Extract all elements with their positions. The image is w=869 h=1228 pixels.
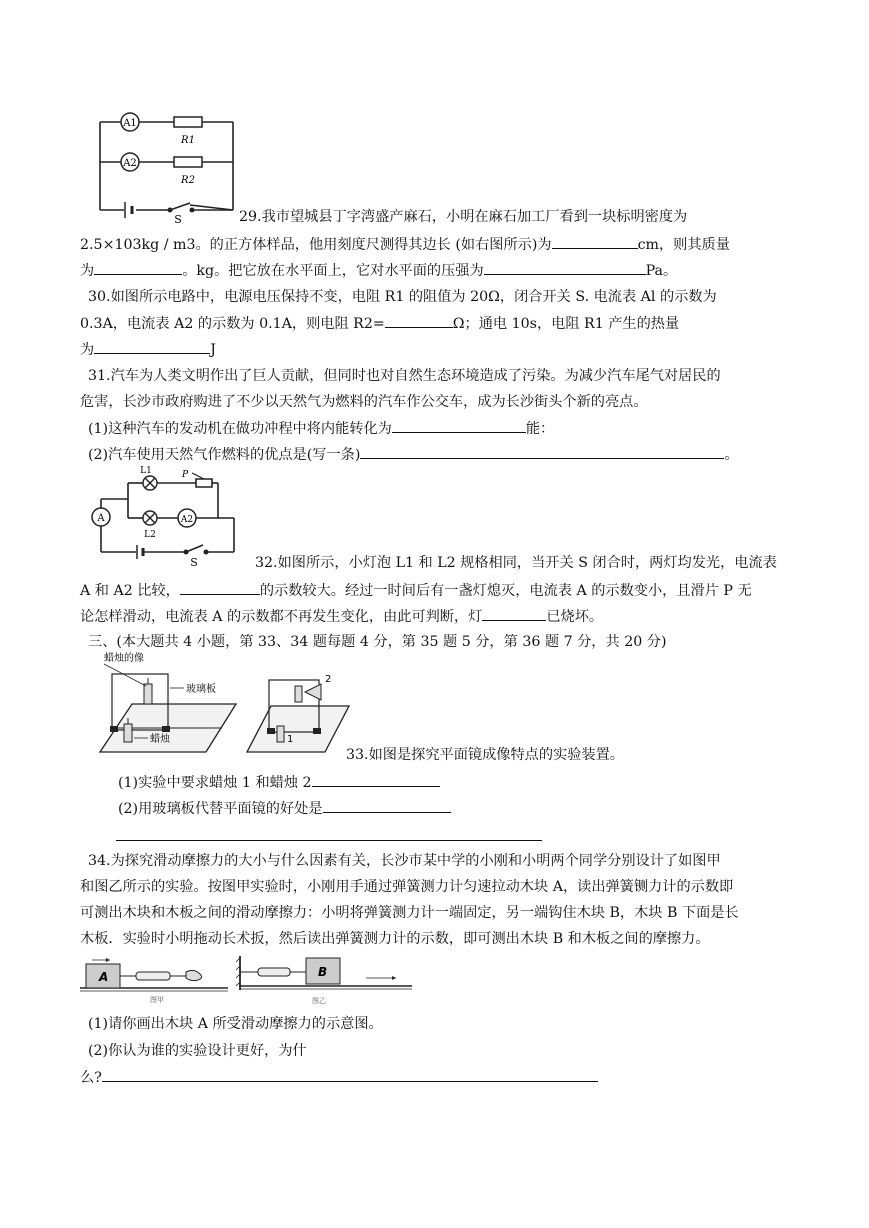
label-candle-2: 2 (325, 674, 332, 685)
ammeter-a1-label: A1 (123, 118, 137, 129)
candle-image-icon (144, 684, 152, 704)
answer-blank-q29-length[interactable] (552, 234, 638, 249)
q34-text-2: 和图乙所示的实验。按图甲实验时，小刚用手通过弹簧测力计匀速拉动木块 A，读出弹簧铡力计的示数即 (80, 879, 734, 895)
q32-text-2a: A 和 A2 比较， (80, 583, 180, 599)
q29-line-2 (80, 234, 730, 255)
circuit-diagram-lamps (88, 465, 248, 570)
lamp-l2-icon (143, 511, 157, 525)
answer-blank-q30-r2[interactable] (385, 313, 453, 328)
q30-text-2b: Ω；通电 10s，电阻 R1 产生的热量 (452, 316, 680, 332)
q34-sub2b-text: 么? (80, 1070, 102, 1086)
slider-p-label: P (181, 470, 189, 480)
answer-blank-q32-lamp[interactable] (482, 606, 546, 621)
q31-line-2 (80, 392, 648, 412)
q31-sub2-text-a: (2)汽车使用天然气作燃料的优点是(写一条) (88, 447, 361, 463)
answer-blank-q31-energy[interactable] (392, 418, 526, 433)
q32-line-3 (80, 606, 603, 627)
resistor-r1-label: R1 (181, 135, 195, 146)
candle-1-icon (277, 726, 284, 742)
lamp-l1-label: L1 (140, 466, 152, 476)
q32-text-2b: 的示数较大。经过一时间后有一盏灯熄灭，电流表 A 的示数变小，且滑片 P 无 (259, 583, 752, 599)
q34-line-3 (80, 903, 739, 923)
q30-line-1 (88, 287, 717, 307)
q31-sub-1 (88, 418, 554, 439)
figure-yi-label: 图乙 (312, 997, 326, 1005)
ammeter-a2-lamp-label: A2 (180, 515, 194, 525)
q34-sub-1 (88, 1014, 383, 1034)
resistor-r1 (174, 117, 202, 127)
label-candle-1: 1 (287, 734, 294, 745)
block-b-label: B (318, 965, 328, 979)
answer-blank-q32-ammeter[interactable] (180, 580, 260, 595)
q29-text-3a: 为 (80, 263, 95, 279)
q30-text-3b: J (210, 342, 216, 358)
label-candle: 蜡烛 (150, 734, 170, 745)
q34-line-2 (80, 877, 733, 897)
hand-icon (186, 970, 202, 980)
candle-icon (124, 724, 132, 742)
q29-text-3b: 。kg。把它放在水平面上，它对水平面的压强为 (182, 263, 484, 279)
battery-icon (137, 545, 143, 559)
ammeter-a2-lamp-circuit (178, 509, 196, 527)
spring-scale-icon (136, 972, 170, 980)
q32-text-1: 32.如图所示，小灯泡 L1 和 L2 规格相同，当开关 S 闭合时，两灯均发光，电流表 (255, 555, 777, 571)
q29-text-2b: cm，则其质量 (637, 237, 730, 253)
q34-sub2-text: (2)你认为谁的实验设计更好，为什 (88, 1043, 307, 1059)
ammeter-a (92, 508, 110, 526)
switch-icon (184, 545, 208, 554)
ammeter-a2-label: A2 (123, 158, 137, 169)
q32-text-3a: 论怎样滑动，电流表 A 的示数都不再发生变化，由此可判断，灯 (80, 609, 483, 625)
q34-text-4: 木板．实验时小明拖动长术扳，然后读出弹簧测力计的示数，即可测出木块 B 和木板之间的摩擦力。 (80, 931, 710, 947)
candle-2-icon (305, 684, 321, 700)
slider-arrow-icon (192, 473, 204, 479)
q29-text-1: 29.我市望城县丁字湾盛产麻石，小明在麻石加工厂看到一块标明密度为 (239, 209, 688, 225)
block-a-label: A (99, 970, 109, 984)
q29-text-3c: Pa。 (645, 263, 678, 279)
switch-icon (168, 203, 233, 212)
q34-text-3: 可测出木块和木板之间的滑动摩擦力：小明将弹簧测力计一端固定，另一端钩住木块 B，木块 B 下面是长 (80, 905, 739, 921)
section-3-heading (88, 632, 666, 652)
ammeter-a2 (121, 153, 139, 171)
ammeter-a1 (121, 113, 139, 131)
mirror-experiment-figure-2 (245, 666, 355, 758)
label-candle-image: 蜡烛的像 (104, 653, 144, 664)
q29-line-3 (80, 260, 677, 281)
answer-line-q33-continued[interactable] (116, 826, 542, 841)
q33-sub-1 (118, 772, 440, 793)
circuit-diagram-parallel-resistors (92, 105, 242, 225)
q33-sub1-text: (1)实验中要求蜡烛 1 和蜡烛 2 (118, 775, 312, 791)
q33-sub2-text: (2)用玻璃板代替平面镜的好处是 (118, 801, 323, 817)
answer-blank-q29-mass[interactable] (94, 260, 182, 275)
q34-text-1: 34.为探究滑动摩擦力的大小与什么因素有关，长沙市某中学的小刚和小明两个同学分别设计了如图甲 (88, 853, 721, 869)
q32-text-3b: 已烧坏。 (546, 609, 604, 625)
q31-text-2: 危害，长沙市政府购进了不少以天然气为燃料的汽车作公交车，成为长沙街头个新的亮点。 (80, 394, 648, 410)
section-3-heading-text: 三、(本大题共 4 小题，第 33、34 题每题 4 分，第 35 题 5 分，第 36 题 7 分，共 20 分) (88, 634, 667, 650)
q31-sub1-text-a: (1)这种汽车的发动机在做功冲程中将内能转化为 (88, 421, 392, 437)
q33-intro-text: 33.如图是探究平面镜成像特点的实验装置。 (346, 747, 624, 763)
resistor-r2 (174, 157, 202, 167)
answer-blank-q34-reason[interactable] (102, 1067, 598, 1082)
lamp-l2-label: L2 (144, 530, 156, 540)
q29-line-1 (239, 207, 687, 227)
switch-s-label: S (174, 213, 182, 225)
q30-text-2a: 0.3A，电流表 A2 的示数为 0.1A，则电阻 R2= (80, 316, 385, 332)
spring-scale-icon (258, 968, 290, 976)
answer-blank-q33-glass[interactable] (323, 798, 451, 813)
friction-experiment-figure-yi (236, 950, 418, 1006)
q34-sub-2 (88, 1041, 307, 1061)
q29-text-2a: 2.5×103kg / m3。的正方体样品，他用刻度尺测得其边长 (如右图所示)为 (80, 237, 552, 253)
q33-intro (346, 745, 624, 765)
q31-text-1: 31.汽车为人类文明作出了巨人贡献，但同时也对自然生态环境造成了污染。为减少汽车尾气对居民的 (88, 368, 721, 384)
answer-blank-q33-candles[interactable] (312, 772, 440, 787)
answer-blank-q29-pressure[interactable] (484, 260, 646, 275)
mirror-experiment-figure-1 (96, 652, 246, 758)
q31-sub1-text-b: 能： (525, 421, 555, 437)
answer-blank-q31-advantage[interactable] (360, 444, 724, 459)
q31-sub-2 (88, 444, 739, 465)
answer-blank-q30-heat[interactable] (94, 339, 210, 354)
switch-s-label: S (190, 556, 198, 569)
q34-sub-2b (80, 1067, 598, 1088)
q30-text-3a: 为 (80, 342, 95, 358)
friction-experiment-figure-jia (80, 956, 230, 1004)
label-glass-plate: 玻璃板 (186, 684, 216, 695)
q33-sub-2 (118, 798, 451, 819)
q34-sub1-text: (1)请你画出木块 A 所受滑动摩擦力的示意图。 (88, 1016, 383, 1032)
ammeter-a-label: A (97, 513, 105, 524)
q34-line-1 (88, 851, 721, 871)
resistor-r2-label: R2 (181, 175, 195, 186)
q30-line-3 (80, 339, 216, 360)
figure-jia-label: 图甲 (150, 996, 164, 1004)
q34-line-4 (80, 929, 710, 949)
q30-line-2 (80, 313, 679, 334)
q30-text-1: 30.如图所示电路中，电源电压保持不变，电阻 R1 的阻值为 20Ω，闭合开关 S. 电流表 Al 的示数为 (88, 289, 717, 305)
q31-sub2-text-b: 。 (724, 447, 739, 463)
q32-line-1 (255, 553, 777, 573)
battery-icon (125, 202, 132, 218)
q32-line-2 (80, 580, 752, 601)
lamp-l1-icon (143, 476, 157, 490)
q31-line-1 (88, 366, 721, 386)
